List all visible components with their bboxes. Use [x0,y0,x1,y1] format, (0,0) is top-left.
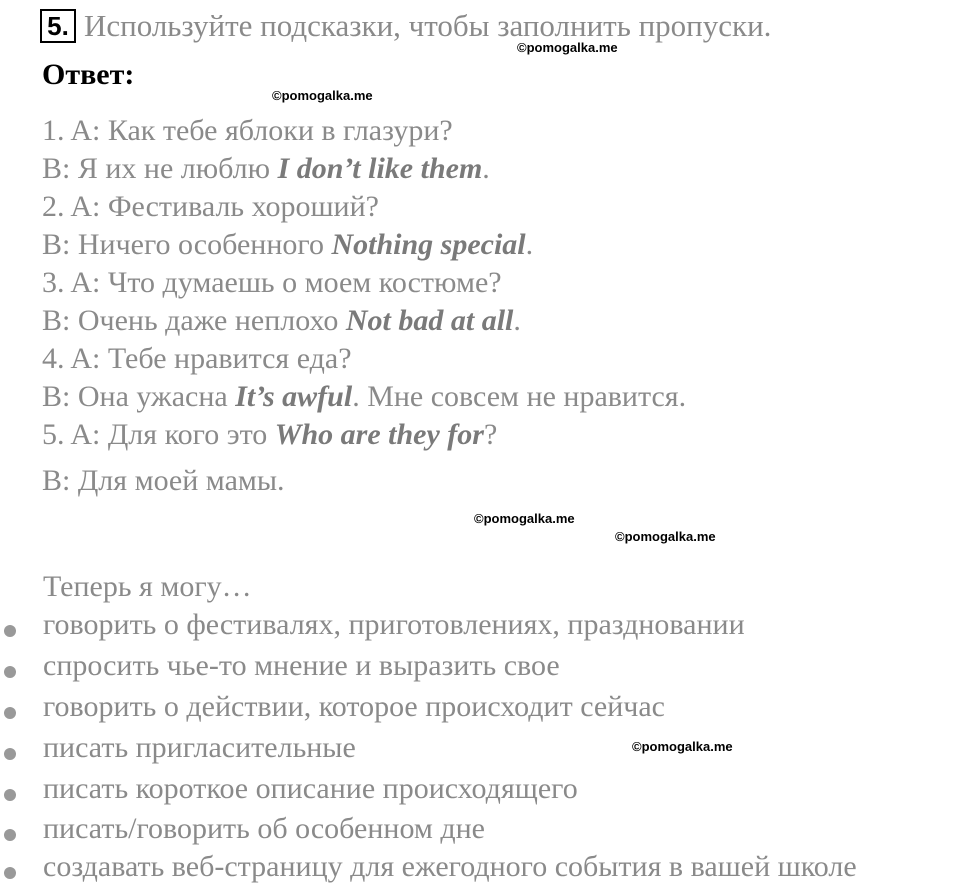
dialog-answer-phrase: It’s awful [235,380,353,413]
dialog-text: 2. A: Фестиваль хороший? [42,190,379,223]
watermark: ©pomogalka.me [474,511,575,526]
dialog-line [42,380,686,414]
watermark: ©pomogalka.me [632,739,733,754]
watermark: ©pomogalka.me [517,40,618,55]
can-do-item-text: писать/говорить об особенном дне [43,812,485,845]
dialog-text: B: Она ужасна [42,380,236,413]
dialog-text: 4. A: Тебе нравится еда? [42,342,352,375]
dialog-text-tail: . [525,228,534,261]
dialog-line [42,114,453,148]
dialog-text: B: Очень даже неплохо [42,304,346,337]
bullet-icon [4,789,16,801]
dialog-text-tail: . [513,304,521,337]
can-do-item-text: говорить о фестивалях, приготовлениях, праздновании [43,608,745,641]
task-number-box: 5. [40,9,76,43]
can-do-item [0,772,960,812]
dialog-line [42,190,379,224]
can-do-item-text: говорить о действии, которое происходит сейчас [43,690,665,723]
watermark: ©pomogalka.me [272,88,373,103]
dialog-line [42,228,533,262]
dialog-text-tail: . Мне совсем не нравится. [352,380,687,413]
dialog-answer-phrase: Nothing special [331,228,526,261]
dialog-text-tail: ? [483,418,498,451]
can-do-item-text: создавать веб-страницу для ежегодного события в вашей школе [43,850,857,883]
can-do-item [0,690,960,730]
can-do-title: Теперь я могу… [43,570,252,603]
can-do-item [0,649,960,689]
dialog-text: 5. A: Для кого это [42,418,275,451]
bullet-icon [4,748,16,760]
can-do-item [0,731,960,771]
can-do-item [0,608,960,648]
bullet-icon [4,707,16,719]
bullet-icon [4,829,16,841]
task-instruction: Используйте подсказки, чтобы заполнить пропуски. [84,8,772,43]
dialog-answer-phrase: Not bad at all [345,304,514,337]
can-do-item-text: писать пригласительные [43,731,356,764]
bullet-icon [4,625,16,637]
dialog-text: B: Ничего особенного [42,228,332,261]
dialog-text-tail: . [482,152,490,185]
dialog-line [42,464,285,498]
dialog-line [42,304,521,338]
bullet-icon [4,867,16,879]
dialog-text: B: Для моей мамы. [42,464,285,497]
dialog-answer-phrase: I don’t like them [277,152,483,185]
dialog-line [42,418,497,452]
dialog-answer-phrase: Who are they for [274,418,484,451]
watermark: ©pomogalka.me [615,529,716,544]
dialog-text: B: Я их не люблю [42,152,278,185]
dialog-line [42,266,502,300]
can-do-item [0,850,960,890]
answer-label: Ответ: [42,58,135,91]
dialog-line [42,342,352,376]
bullet-icon [4,666,16,678]
task-header [40,6,771,46]
can-do-item [0,812,960,852]
dialog-text: 1. A: Как тебе яблоки в глазури? [42,114,453,147]
can-do-item-text: писать короткое описание происходящего [43,772,578,805]
dialog-text: 3. A: Что думаешь о моем костюме? [42,266,502,299]
can-do-item-text: спросить чье-то мнение и выразить свое [43,649,560,682]
dialog-line [42,152,490,186]
